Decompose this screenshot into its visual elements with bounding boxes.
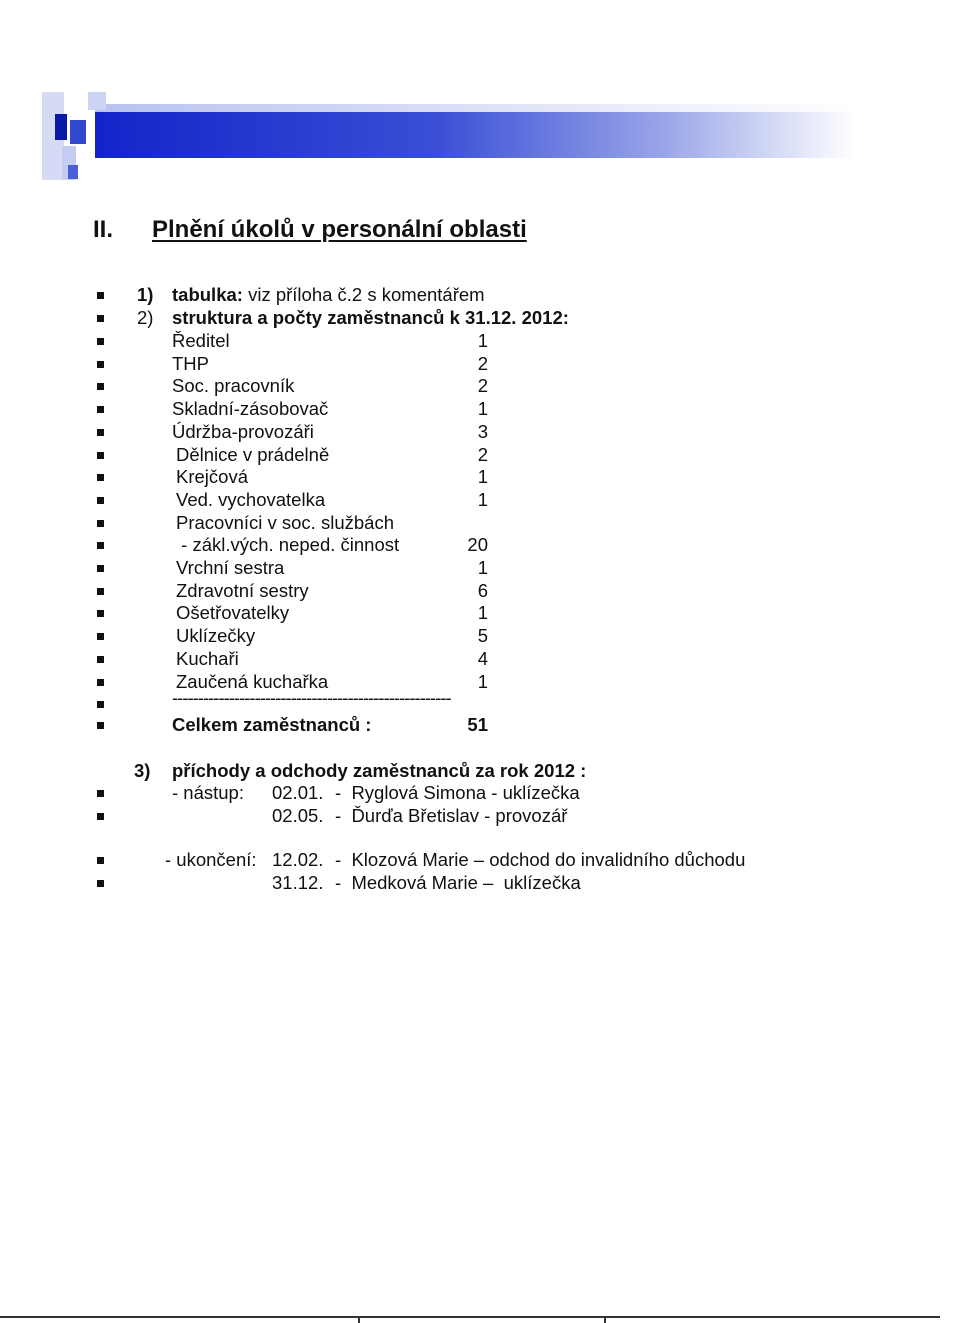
bullet-icon [97,406,104,413]
total-value: 51 [467,714,488,735]
bullet-icon [97,857,104,864]
item2-label: struktura a počty zaměstnanců k 31.12. 2012: [172,307,569,328]
staff-name: Ředitel [172,330,230,351]
bullet-icon [97,588,104,595]
arrival-label: - nástup: [172,782,244,803]
staff-row [0,648,960,670]
staff-row [0,625,960,647]
item-number: 1) [137,284,154,305]
staff-row [0,580,960,602]
staff-count: 5 [477,625,488,647]
staff-count: 1 [477,670,488,692]
staff-row [0,398,960,420]
item1-label: tabulka: [172,284,243,305]
total-label: Celkem zaměstnanců : [172,714,372,735]
arrival-text: - Ryglová Simona - uklízečka [335,782,580,803]
staff-row [0,602,960,624]
arrival-date: 02.05. [272,805,324,826]
banner-top-strip [95,104,855,112]
arrival-text: - Ďurďa Břetislav - provozář [335,805,568,826]
staff-name: Kuchaři [176,647,239,669]
list-item-2 [0,307,960,329]
staff-count: 20 [467,534,488,556]
bullet-icon [97,520,104,527]
staff-name: Dělnice v prádelně [176,443,330,465]
header-banner [0,0,960,200]
staff-count: 1 [477,488,488,510]
section-number: II. [93,216,114,243]
staff-row [0,671,960,693]
staff-row [0,353,960,375]
arrival-date: 02.01. [272,782,324,803]
item-number: 2) [137,307,154,328]
staff-row [0,489,960,511]
banner-main-strip [95,112,855,158]
separator-row [0,687,960,715]
departure-date: 31.12. [272,872,324,893]
bullet-icon [97,292,104,299]
bullet-icon [97,633,104,640]
staff-row [0,557,960,579]
departure-row-1 [0,849,960,871]
staff-name: Pracovníci v soc. službách [176,511,394,533]
list-item-3 [0,760,960,782]
item3-label: příchody a odchody zaměstnanců za rok 2012 : [172,760,587,781]
staff-count: 1 [477,557,488,578]
bullet-icon [97,338,104,345]
arrival-row-1 [0,782,960,804]
staff-row [0,421,960,443]
bullet-icon [97,361,104,368]
staff-count: 2 [477,352,488,374]
bullet-icon [97,679,104,686]
bullet-icon [97,383,104,390]
departure-text: - Klozová Marie – odchod do invalidního důchodu [335,849,746,870]
logo-square-light-2 [88,92,106,110]
bullet-icon [97,474,104,481]
staff-name: THP [172,352,209,374]
separator-line: ------------------------------------------------------ [172,687,451,708]
bullet-icon [97,656,104,663]
staff-row [0,466,960,488]
staff-name: - zákl.vých. neped. činnost [176,534,400,556]
staff-row [0,444,960,466]
bottom-rule [0,1316,940,1318]
staff-name: Ved. vychovatelka [176,488,326,510]
departure-label: - ukončení: [165,849,257,870]
staff-name: Skladní-zásobovač [172,398,329,420]
list-item-1 [0,284,960,306]
bullet-icon [97,542,104,549]
bullet-icon [97,722,104,729]
bottom-tick [358,1316,360,1323]
bullet-icon [97,315,104,322]
bottom-tick [604,1316,606,1323]
bullet-icon [97,452,104,459]
departure-date: 12.02. [272,849,324,870]
staff-name: Uklízečky [176,625,256,647]
staff-count: 2 [477,443,488,465]
total-row [0,714,960,736]
staff-count: 1 [477,330,488,351]
staff-name: Údržba-provozáři [172,420,314,442]
bullet-icon [97,565,104,572]
staff-name: Vrchní sestra [176,557,285,578]
staff-row [0,512,960,534]
item1-text [172,284,485,306]
staff-count: 1 [477,602,488,624]
staff-name: Ošetřovatelky [176,602,290,624]
staff-name: Zdravotní sestry [176,579,309,601]
staff-row [0,534,960,556]
bullet-icon [97,429,104,436]
staff-count: 6 [477,579,488,601]
logo-square-bottom [68,165,78,179]
bullet-icon [97,497,104,504]
arrival-row-2 [0,805,960,827]
item1-value: viz příloha č.2 s komentářem [242,284,485,305]
bullet-icon [97,880,104,887]
item-number: 3) [134,760,151,781]
bullet-icon [97,813,104,820]
staff-count: 1 [477,466,488,488]
staff-count: 1 [477,398,488,420]
departure-text: - Medková Marie – uklízečka [335,872,581,893]
bullet-icon [97,610,104,617]
departure-row-2 [0,872,960,894]
logo-square-mid [70,120,86,144]
bullet-icon [97,790,104,797]
staff-count: 3 [477,420,488,442]
staff-count: 4 [477,647,488,669]
staff-count: 2 [477,375,488,397]
staff-row [0,330,960,352]
section-title: Plnění úkolů v personální oblasti [152,216,527,243]
staff-row [0,375,960,397]
staff-name: Zaučená kuchařka [176,670,329,692]
bullet-icon [97,701,104,708]
logo-square-dark [55,114,67,140]
staff-name: Soc. pracovník [172,375,295,397]
staff-name: Krejčová [176,466,248,488]
